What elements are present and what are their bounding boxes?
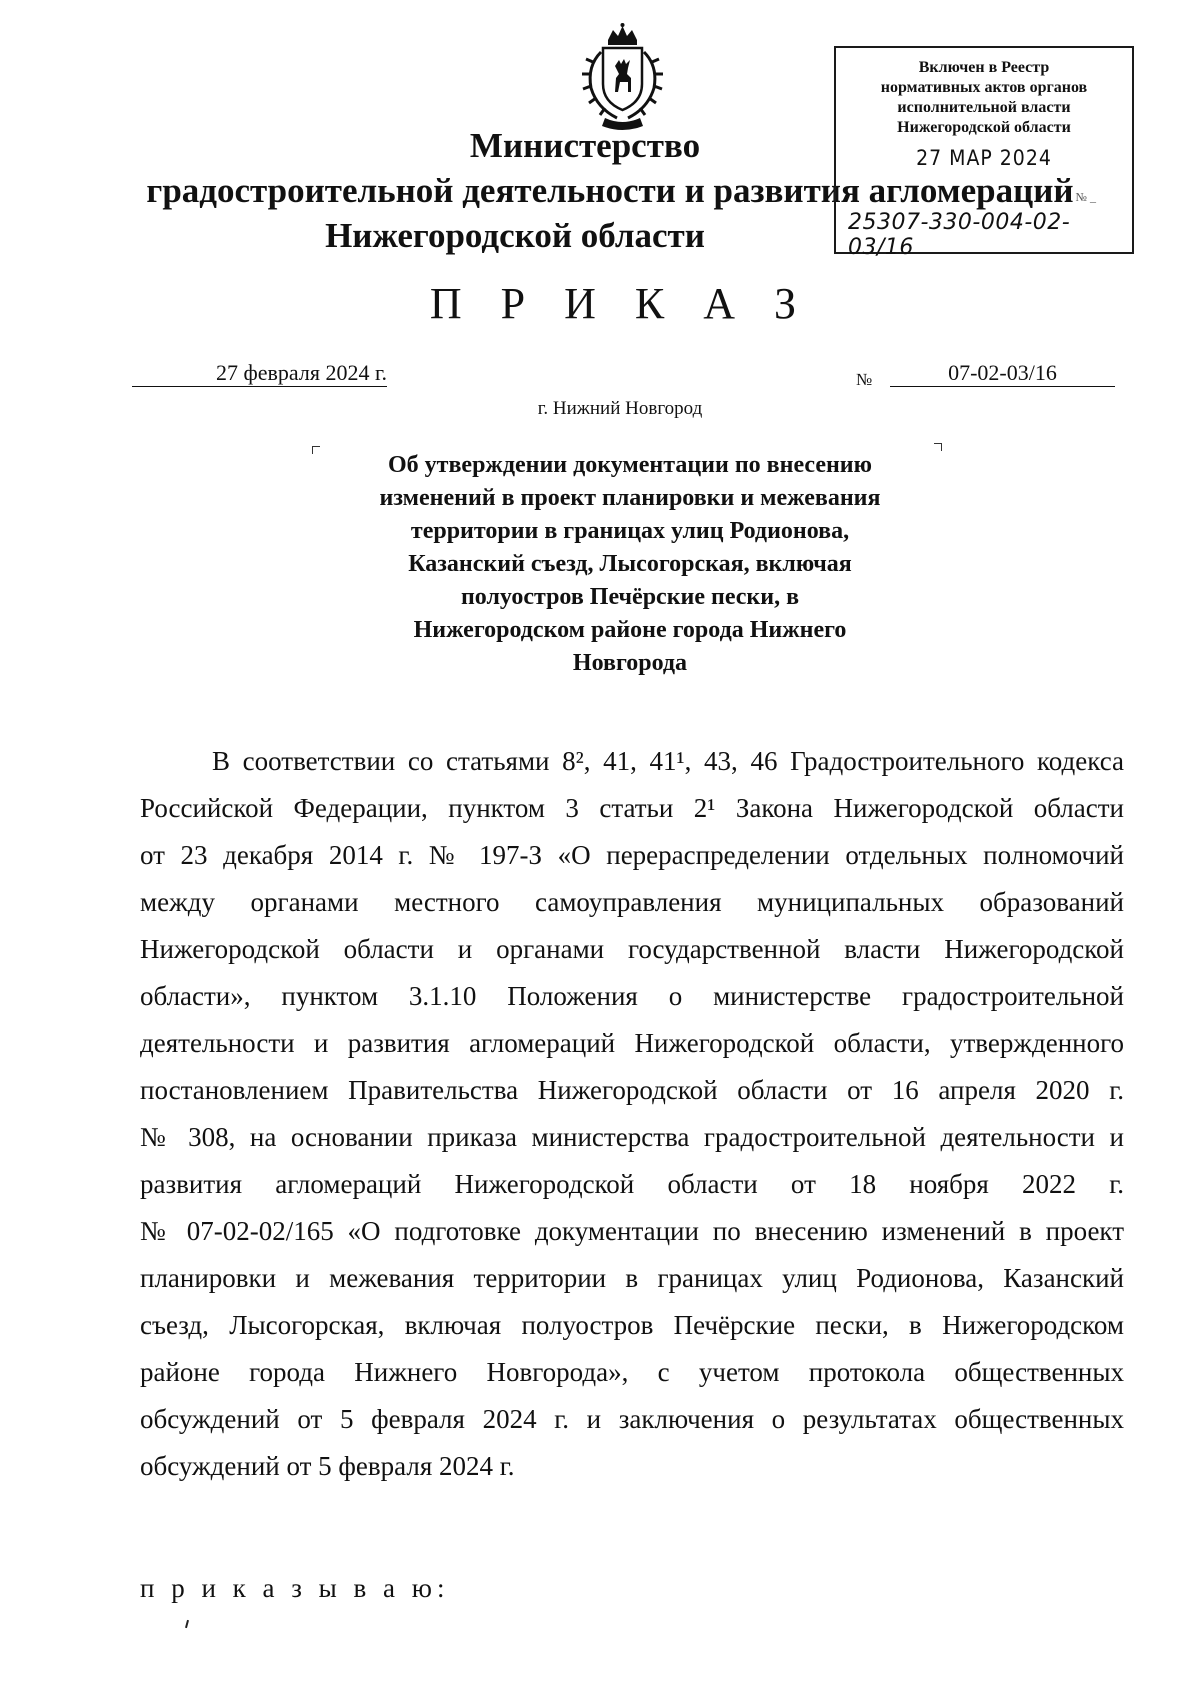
body-line: от 23 декабря 2014 г. № 197-З «О перераспределении отдельных полномочий: [140, 840, 1124, 870]
order-date: 27 февраля 2024 г.: [132, 360, 387, 387]
subject-line: полуостров Печёрские пески, в: [460, 584, 800, 610]
body-line: № 308, на основании приказа министерства градостроительной деятельности и: [140, 1122, 1124, 1152]
number-sign: №: [856, 370, 873, 389]
subject-line: изменений в проект планировки и межевания: [379, 485, 881, 511]
stamp-date: 27 МАР 2024: [916, 146, 1052, 170]
document-type-title: П Р И К А З: [429, 279, 811, 328]
body-line: Нижегородской области и органами государственной власти Нижегородской: [140, 934, 1124, 964]
subject-corner-mark-left: [312, 446, 320, 454]
body-line: районе города Нижнего Новгорода», с учетом протокола общественных: [140, 1357, 1124, 1387]
body-line: между органами местного самоуправления муниципальных образований: [140, 887, 1124, 917]
stamp-line: Включен в Реестр: [918, 59, 1050, 76]
subject-line: Об утверждении документации по внесению: [388, 452, 872, 478]
body-line: № 07-02-02/165 «О подготовке документации по внесению изменений в проект: [140, 1216, 1124, 1246]
stamp-number-label: № _: [1075, 190, 1096, 204]
stamp-registration-number: 25307-330-004-02-03/16: [848, 210, 1071, 260]
body-line: Российской Федерации, пунктом 3 статьи 2¹ Закона Нижегородской области: [140, 793, 1124, 823]
ministry-name-line-2: градостроительной деятельности и развития агломераций: [146, 171, 1074, 210]
order-number: 07-02-03/16: [890, 360, 1115, 387]
coat-of-arms-icon: [575, 22, 670, 134]
body-line: обсуждений от 5 февраля 2024 г.: [140, 1451, 515, 1481]
stamp-line: нормативных актов органов: [880, 79, 1088, 96]
body-line: постановлением Правительства Нижегородской области от 16 апреля 2020 г.: [140, 1075, 1124, 1105]
directive-word: п р и к а з ы в а ю:: [140, 1573, 450, 1603]
body-line: В соответствии со статьями 8², 41, 41¹, 43, 46 Градостроительного кодекса: [212, 746, 1124, 776]
scan-speck: [185, 1620, 189, 1628]
subject-line: территории в границах улиц Родионова,: [410, 518, 850, 544]
registry-stamp: [834, 46, 1134, 260]
subject-line: Казанский съезд, Лысогорская, включая: [408, 551, 852, 577]
body-line: деятельности и развития агломераций Нижегородской области, утвержденного: [140, 1028, 1124, 1058]
subject-corner-mark-right: [934, 443, 942, 451]
ministry-name-line-1: Министерство: [469, 126, 701, 165]
subject-line: Нижегородском районе города Нижнего: [413, 617, 847, 643]
body-line: планировки и межевания территории в границах улиц Родионова, Казанский: [140, 1263, 1124, 1293]
stamp-line: Нижегородской области: [897, 119, 1071, 136]
order-city: г. Нижний Новгород: [537, 398, 703, 419]
subject-line: Новгорода: [572, 650, 688, 676]
ministry-name-line-3: Нижегородской области: [325, 216, 705, 255]
order-subject: [330, 449, 930, 680]
body-line: съезд, Лысогорская, включая полуостров Печёрские пески, в Нижегородском: [140, 1310, 1124, 1340]
body-line: области», пунктом 3.1.10 Положения о министерстве градостроительной: [140, 981, 1124, 1011]
body-line: развития агломераций Нижегородской области от 18 ноября 2022 г.: [140, 1169, 1124, 1199]
stamp-line: исполнительной власти: [897, 99, 1071, 116]
body-line: обсуждений от 5 февраля 2024 г. и заключения о результатах общественных: [140, 1404, 1124, 1434]
